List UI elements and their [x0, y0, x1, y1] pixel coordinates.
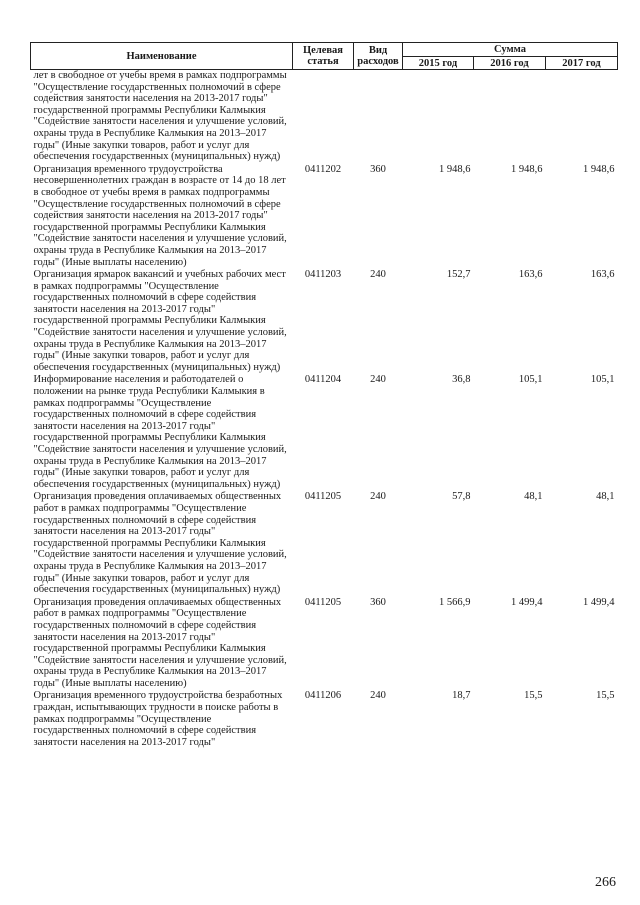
table-row	[31, 70, 618, 164]
row-2017: 48,1	[596, 491, 615, 503]
row-kind	[354, 70, 403, 164]
row-code: 0411202	[304, 163, 342, 175]
row-2017: 1 948,6	[583, 163, 615, 175]
table-row	[31, 164, 618, 269]
row-code: 0411206	[304, 690, 342, 702]
row-code: 0411204	[304, 374, 342, 386]
row-2017	[546, 70, 618, 164]
row-2015: 57,8	[452, 491, 471, 503]
row-code: 0411205	[304, 491, 342, 503]
table-row	[31, 374, 618, 491]
row-name: лет в свободное от учебы время в рамках подпрограммы "Осуществление государственных полномочий в сфере содействия занятости населения на 2013-2017 годы" государственной программы Республики Калмыкия "Содействие занятости населения и улучшение условий, охраны труда в Республике Калмыкия на 2013–2017 годы" (Иные закупки товаров, работ и услуг для обеспечения государственных (муниципальных) нужд)	[33, 70, 287, 163]
header-code-line1: Целевая	[303, 45, 343, 56]
row-2015: 1 948,6	[439, 163, 471, 175]
row-2016: 48,1	[524, 491, 543, 503]
header-code-line2: статья	[307, 56, 339, 67]
header-kind-line1: Вид	[368, 45, 388, 56]
row-2016: 163,6	[518, 269, 543, 281]
table-row	[31, 690, 618, 749]
row-2017: 105,1	[590, 374, 615, 386]
page-number: 266	[595, 875, 616, 890]
header-kind-line2: расходов	[357, 56, 399, 67]
table-row	[31, 597, 618, 691]
row-kind: 240	[370, 374, 386, 386]
row-2017: 163,6	[590, 269, 615, 281]
row-2016: 105,1	[518, 374, 543, 386]
row-kind: 240	[370, 690, 386, 702]
row-kind: 240	[370, 491, 386, 503]
row-2016	[474, 70, 546, 164]
header-sum: Сумма	[403, 43, 618, 57]
table-row	[31, 491, 618, 596]
header-name: Наименование	[31, 43, 293, 70]
row-name: Организация проведения оплачиваемых общественных работ в рамках подпрограммы "Осуществление государственных полномочий в сфере содействия занятости населения на 2013-2017 годы" государственной программы Республики Калмыкия "Содействие занятости населения и улучшение условий, охраны труда в Республике Калмыкия на 2013–2017 годы" (Иные выплаты населению)	[33, 596, 287, 689]
table-body	[31, 70, 618, 750]
row-2016: 15,5	[524, 690, 543, 702]
row-2017: 1 499,4	[583, 596, 615, 608]
header-code	[293, 43, 354, 70]
row-kind: 240	[370, 269, 386, 281]
row-2016: 1 499,4	[511, 596, 543, 608]
row-2015	[403, 70, 474, 164]
row-2017: 15,5	[596, 690, 615, 702]
row-code	[293, 70, 354, 164]
row-name: Организация временного трудоустройства несовершеннолетних граждан в возрасте от 14 до 18 лет в свободное от учебы время в рамках подпрограммы "Осуществление государственных полномочий в сфере содействия занятости населения на 2013-2017 годы" государственной программы Республики Калмыкия "Содействие занятости населения и улучшение условий, охраны труда в Республике Калмыкия на 2013–2017 годы" (Иные выплаты населению)	[33, 163, 287, 268]
table-header	[31, 43, 618, 70]
row-kind: 360	[370, 596, 386, 608]
header-year-2015: 2015 год	[403, 57, 474, 70]
header-year-2016: 2016 год	[474, 57, 546, 70]
budget-table	[30, 42, 618, 749]
row-name: Информирование населения и работодателей о положении на рынке труда Республики Калмыкия в рамках подпрограммы "Осуществление государственных полномочий в сфере содействия занятости населения на 2013-2017 годы" государственной программы Республики Калмыкия "Содействие занятости населения и улучшение условий, охраны труда в Республике Калмыкия на 2013–2017 годы" (Иные закупки товаров, работ и услуг для обеспечения государственных (муниципальных) нужд)	[33, 374, 287, 490]
row-2015: 152,7	[446, 269, 471, 281]
row-2015: 36,8	[452, 374, 471, 386]
row-kind: 360	[370, 163, 386, 175]
header-year-2017: 2017 год	[546, 57, 618, 70]
row-name: Организация ярмарок вакансий и учебных рабочих мест в рамках подпрограммы "Осуществление государственных полномочий в сфере содействия занятости населения на 2013-2017 годы" государственной программы Республики Калмыкия "Содействие занятости населения и улучшение условий, охраны труда в Республике Калмыкия на 2013–2017 годы" (Иные закупки товаров, работ и услуг для обеспечения государственных (муниципальных) нужд)	[33, 269, 287, 373]
row-2015: 18,7	[452, 690, 471, 702]
row-code: 0411205	[304, 596, 342, 608]
row-name: Организация временного трудоустройства безработных граждан, испытывающих трудности в поиске работы в рамках подпрограммы "Осуществление государственных полномочий в сфере содействия занятости населения на 2013-2017 годы"	[33, 690, 283, 748]
row-name: Организация проведения оплачиваемых общественных работ в рамках подпрограммы "Осуществление государственных полномочий в сфере содействия занятости населения на 2013-2017 годы" государственной программы Республики Калмыкия "Содействие занятости населения и улучшение условий, охраны труда в Республике Калмыкия на 2013–2017 годы" (Иные закупки товаров, работ и услуг для обеспечения государственных (муниципальных) нужд)	[33, 491, 287, 596]
header-kind	[354, 43, 403, 70]
row-2015: 1 566,9	[439, 596, 471, 608]
row-code: 0411203	[304, 269, 342, 281]
budget-table-page	[30, 42, 617, 749]
row-2016: 1 948,6	[511, 163, 543, 175]
table-row	[31, 269, 618, 374]
